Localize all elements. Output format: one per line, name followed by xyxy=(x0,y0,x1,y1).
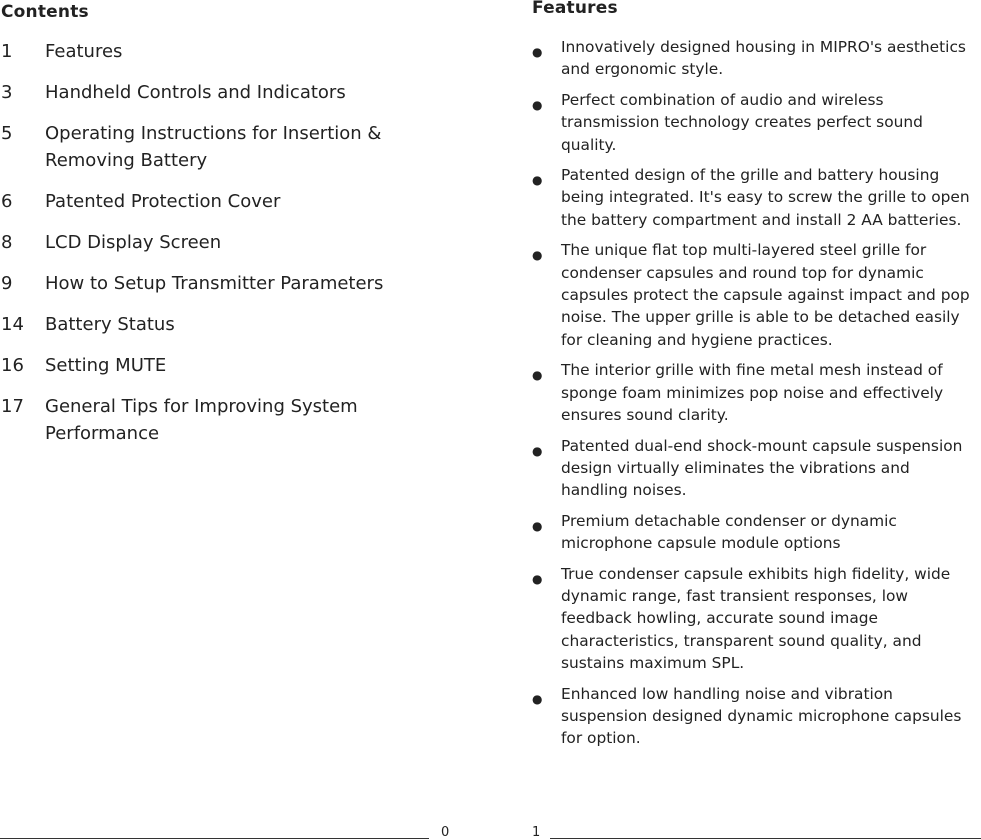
toc-page-number: 1 xyxy=(1,41,13,62)
footer-rule-left xyxy=(0,838,429,839)
feature-text: Perfect combination of audio and wireless transmission technology creates perfect sound quality. xyxy=(561,90,923,154)
toc-title: General Tips for Improving System Performance xyxy=(45,396,358,444)
toc-entry-handheld-controls[interactable] xyxy=(1,79,431,106)
contents-heading: Contents xyxy=(1,2,89,22)
toc-entry-general-tips[interactable] xyxy=(1,393,431,447)
list-item xyxy=(532,563,981,675)
feature-text: Enhanced low handling noise and vibration suspension designed dynamic microphone capsules for option. xyxy=(561,684,962,748)
toc-title: Operating Instructions for Insertion & Removing Battery xyxy=(45,123,382,171)
toc-entry-protection-cover[interactable] xyxy=(1,188,431,215)
bullet-icon: ● xyxy=(532,45,543,59)
toc-page-number: 9 xyxy=(1,273,13,294)
toc-title: Patented Protection Cover xyxy=(45,191,281,212)
list-item xyxy=(532,359,981,426)
toc-page-number: 8 xyxy=(1,232,13,253)
table-of-contents xyxy=(1,38,431,461)
list-item xyxy=(532,435,981,502)
bullet-icon: ● xyxy=(532,571,543,586)
bullet-icon: ● xyxy=(532,173,543,188)
list-item xyxy=(532,683,981,750)
toc-page-number: 17 xyxy=(1,396,24,417)
page-number-left: 0 xyxy=(441,825,450,840)
toc-entry-battery-instructions[interactable] xyxy=(1,120,431,174)
feature-text: The unique flat top multi-layered steel grille for condenser capsules and round top for dynamic capsules protect the capsule against impact and pop noise. The upper grille is able to be detached easily for cleaning and hygiene practices. xyxy=(561,241,970,349)
list-item xyxy=(532,510,981,555)
bullet-icon: ● xyxy=(532,368,543,383)
feature-text: The interior grille with fine metal mesh instead of sponge foam minimizes pop noise and effectively ensures sound clarity. xyxy=(561,361,944,425)
list-item xyxy=(532,36,981,81)
list-item xyxy=(532,239,981,351)
bullet-icon: ● xyxy=(532,691,543,706)
feature-text: Patented design of the grille and battery housing being integrated. It's easy to screw the grille to open the battery compartment and install 2 AA batteries. xyxy=(561,166,970,229)
feature-text: Premium detachable condenser or dynamic microphone capsule module options xyxy=(561,511,897,553)
toc-title: Battery Status xyxy=(45,314,175,335)
toc-entry-battery-status[interactable] xyxy=(1,311,431,338)
contents-page xyxy=(0,0,440,840)
toc-page-number: 14 xyxy=(1,314,24,335)
toc-title: Features xyxy=(45,41,123,62)
bullet-icon: ● xyxy=(532,443,543,458)
feature-text: Patented dual-end shock-mount capsule suspension design virtually eliminates the vibrations and handling noises. xyxy=(561,436,963,500)
toc-entry-lcd-display[interactable] xyxy=(1,229,431,256)
footer-rule-right xyxy=(550,838,981,839)
bullet-icon: ● xyxy=(532,97,543,112)
features-heading: Features xyxy=(532,0,618,18)
page-number-right: 1 xyxy=(532,825,541,840)
toc-page-number: 5 xyxy=(1,123,13,144)
toc-title: Setting MUTE xyxy=(45,355,167,376)
list-item xyxy=(532,89,981,156)
features-page xyxy=(532,0,981,840)
toc-title: How to Setup Transmitter Parameters xyxy=(45,273,384,294)
bullet-icon: ● xyxy=(532,248,543,263)
toc-title: Handheld Controls and Indicators xyxy=(45,82,346,103)
list-item xyxy=(532,164,981,231)
toc-entry-features[interactable] xyxy=(1,38,431,65)
bullet-icon: ● xyxy=(532,518,543,533)
toc-page-number: 6 xyxy=(1,191,13,212)
toc-entry-setting-mute[interactable] xyxy=(1,352,431,379)
toc-entry-transmitter-parameters[interactable] xyxy=(1,270,431,297)
feature-text: Innovatively designed housing in MIPRO's aesthetics and ergonomic style. xyxy=(561,38,966,79)
toc-page-number: 16 xyxy=(1,355,24,376)
feature-text: True condenser capsule exhibits high fidelity, wide dynamic range, fast transient responses, low feedback howling, accurate sound image characteristics, transparent sound quality, and sustains maximum SPL. xyxy=(561,564,951,673)
feature-list xyxy=(532,36,981,758)
toc-title: LCD Display Screen xyxy=(45,232,222,253)
toc-page-number: 3 xyxy=(1,82,13,103)
